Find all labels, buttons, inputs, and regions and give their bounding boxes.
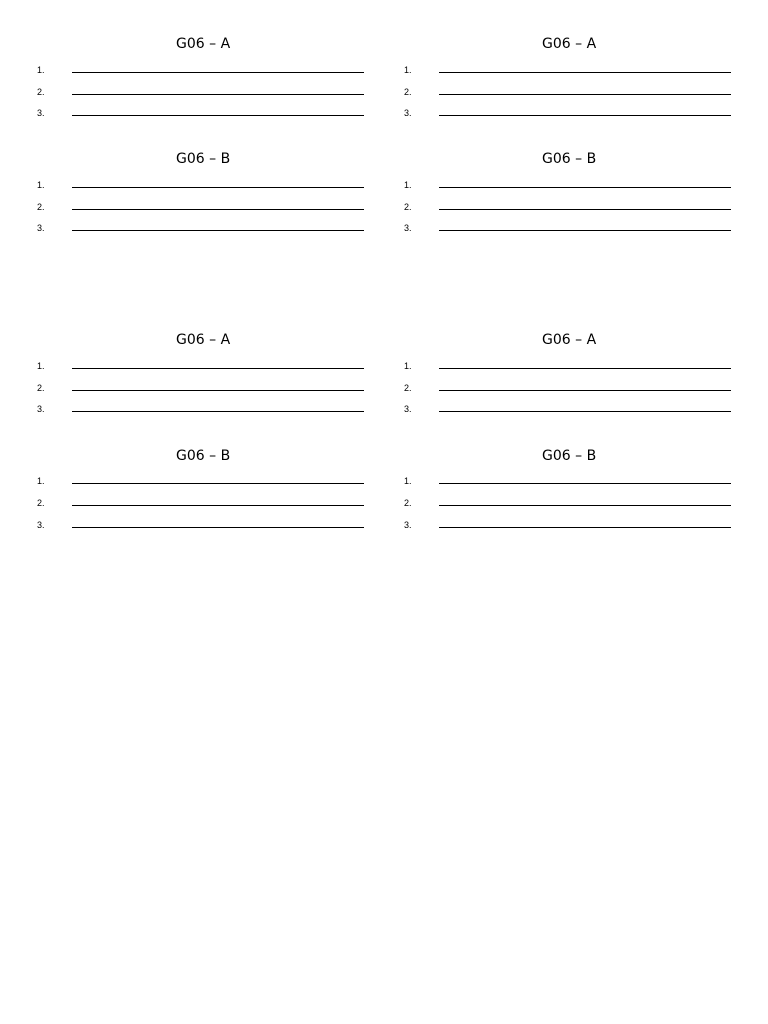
answer-rule[interactable] — [439, 483, 731, 484]
answer-line — [37, 86, 367, 100]
answer-line — [404, 497, 734, 511]
block-title: G06 – B — [176, 448, 231, 464]
line-number: 2. — [37, 202, 45, 212]
answer-line — [404, 360, 734, 374]
answer-rule[interactable] — [72, 230, 364, 231]
answer-line — [37, 360, 367, 374]
answer-rule[interactable] — [439, 411, 731, 412]
answer-line — [404, 222, 734, 236]
answer-rule[interactable] — [72, 527, 364, 528]
answer-line — [37, 382, 367, 396]
answer-line — [404, 519, 734, 533]
line-number: 1. — [404, 180, 412, 190]
answer-rule[interactable] — [439, 505, 731, 506]
answer-rule[interactable] — [72, 390, 364, 391]
line-number: 3. — [37, 223, 45, 233]
answer-rule[interactable] — [72, 505, 364, 506]
answer-rule[interactable] — [439, 368, 731, 369]
answer-rule[interactable] — [72, 209, 364, 210]
line-number: 3. — [404, 108, 412, 118]
line-number: 2. — [37, 87, 45, 97]
answer-rule[interactable] — [439, 390, 731, 391]
block-title: G06 – B — [542, 448, 597, 464]
answer-line — [37, 403, 367, 417]
answer-rule[interactable] — [439, 187, 731, 188]
answer-line — [37, 475, 367, 489]
line-number: 1. — [404, 361, 412, 371]
answer-line — [404, 64, 734, 78]
line-number: 2. — [404, 202, 412, 212]
line-number: 2. — [404, 383, 412, 393]
answer-rule[interactable] — [439, 527, 731, 528]
line-number: 1. — [37, 476, 45, 486]
answer-rule[interactable] — [72, 94, 364, 95]
block-title: G06 – A — [176, 332, 231, 348]
answer-rule[interactable] — [72, 483, 364, 484]
answer-line — [404, 86, 734, 100]
line-number: 1. — [404, 65, 412, 75]
block-title: G06 – A — [542, 332, 597, 348]
answer-line — [404, 403, 734, 417]
answer-rule[interactable] — [439, 230, 731, 231]
line-number: 3. — [404, 223, 412, 233]
line-number: 2. — [404, 87, 412, 97]
line-number: 1. — [404, 476, 412, 486]
answer-line — [37, 107, 367, 121]
answer-line — [404, 107, 734, 121]
answer-line — [404, 179, 734, 193]
block-title: G06 – B — [176, 151, 231, 167]
line-number: 3. — [37, 404, 45, 414]
answer-line — [37, 179, 367, 193]
answer-rule[interactable] — [72, 115, 364, 116]
answer-rule[interactable] — [439, 72, 731, 73]
answer-rule[interactable] — [72, 411, 364, 412]
line-number: 1. — [37, 361, 45, 371]
block-title: G06 – B — [542, 151, 597, 167]
line-number: 3. — [404, 404, 412, 414]
answer-line — [404, 201, 734, 215]
answer-line — [37, 519, 367, 533]
block-title: G06 – A — [176, 36, 231, 52]
answer-rule[interactable] — [439, 94, 731, 95]
line-number: 3. — [37, 520, 45, 530]
line-number: 1. — [37, 65, 45, 75]
answer-line — [37, 201, 367, 215]
answer-line — [37, 222, 367, 236]
answer-line — [404, 475, 734, 489]
answer-rule[interactable] — [72, 368, 364, 369]
answer-rule[interactable] — [439, 209, 731, 210]
line-number: 1. — [37, 180, 45, 190]
answer-line — [404, 382, 734, 396]
answer-line — [37, 64, 367, 78]
line-number: 2. — [404, 498, 412, 508]
answer-rule[interactable] — [72, 72, 364, 73]
block-title: G06 – A — [542, 36, 597, 52]
line-number: 3. — [37, 108, 45, 118]
line-number: 2. — [37, 383, 45, 393]
line-number: 3. — [404, 520, 412, 530]
answer-rule[interactable] — [439, 115, 731, 116]
answer-rule[interactable] — [72, 187, 364, 188]
answer-line — [37, 497, 367, 511]
line-number: 2. — [37, 498, 45, 508]
